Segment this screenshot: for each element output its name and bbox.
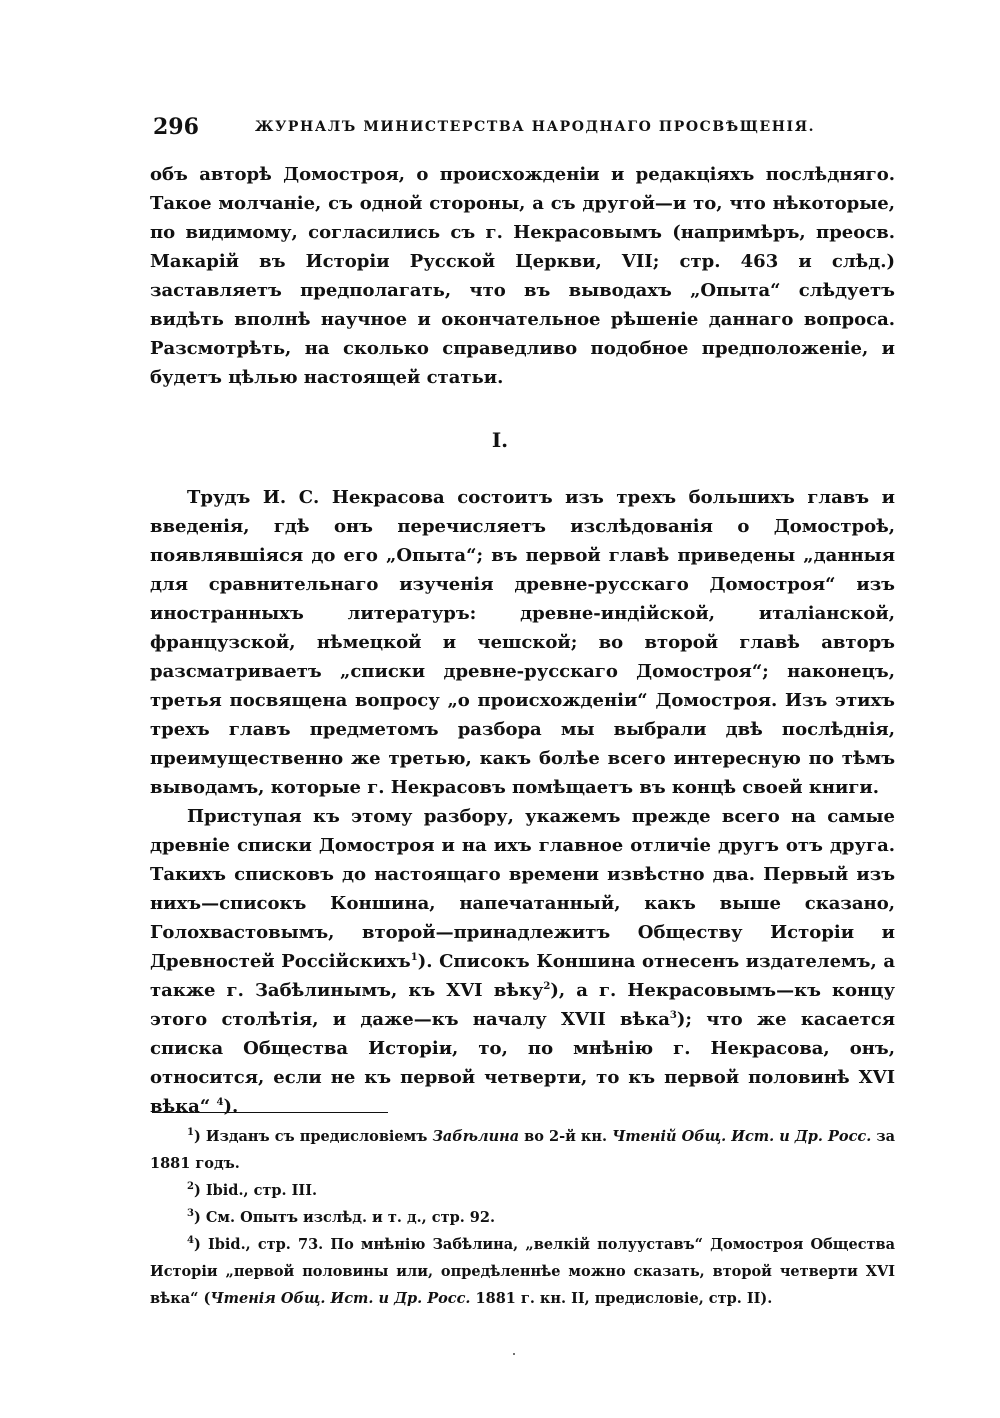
footnote-ref-2: 2 (543, 981, 551, 992)
footnotes (150, 1123, 895, 1312)
footnote-ref-3: 3 (669, 1010, 677, 1021)
footnote-4-text-a: ) Ibid., стр. 73. По мнѣнію Забѣлина, „велкій полууставъ“ Домостроя Общества Исторіи „первой половины или, опредѣленнѣе можно сказать, второй четверти XVI вѣка“ ( (150, 1236, 895, 1307)
footnote-1-text-c: за 1881 годъ. (150, 1128, 895, 1172)
paragraph-2-text-b: ). Списокъ Коншина отнесенъ издателемъ, а также г. Забѣлинымъ, къ XVI вѣку (150, 951, 895, 1001)
footnote-3 (150, 1204, 895, 1231)
footnote-1-italic-a: Забѣлина (432, 1128, 520, 1145)
footnote-2-marker: 2 (187, 1181, 194, 1193)
section-body (150, 483, 895, 1121)
footnote-3-marker: 3 (187, 1208, 194, 1220)
footnote-1-text-b: во 2-й кн. (519, 1128, 613, 1145)
page-header (150, 114, 900, 142)
footnote-4 (150, 1231, 895, 1312)
footnote-ref-4: 4 (216, 1097, 224, 1108)
intro-text (150, 160, 895, 392)
footnote-1-text-a: ) Изданъ съ предисловіемъ (193, 1128, 433, 1145)
footnote-2 (150, 1177, 895, 1204)
paragraph-2-text-c: ), а г. Некрасовымъ—къ концу этого столѣтія, и даже—къ началу XVII вѣка (150, 980, 895, 1030)
footnote-divider (152, 1112, 388, 1113)
paragraph-2-text-d: ); что же касается списка Общества Исторіи, то, по мнѣнію г. Некрасова, онъ, относится, если не къ первой четверти, то къ первой половинѣ XVI вѣка“ (150, 1009, 895, 1117)
paragraph-2-text-e: ). (223, 1096, 239, 1117)
print-speck (513, 1353, 515, 1355)
footnote-4-marker: 4 (187, 1235, 194, 1247)
paragraph-1: Трудъ И. С. Некрасова состоитъ изъ трехъ большихъ главъ и введенія, гдѣ онъ перечисляетъ изслѣдованія о Домостроѣ, появлявшіяся до его „Опыта“; въ первой главѣ приведены „данныя для сравнительнаго изученія древне-русскаго Домостроя“ изъ иностранныхъ литературъ: древне-индійской, италіанской, французской, нѣмецкой и чешской; во второй главѣ авторъ разсматриваетъ „списки древне-русскаго Домостроя“; наконецъ, третья посвящена вопросу „о происхожденіи“ Домостроя. Изъ этихъ трехъ главъ предметомъ разбора мы выбрали двѣ послѣднія, преимущественно же третью, какъ болѣе всего интересную по тѣмъ выводамъ, которые г. Некрасовъ помѣщаетъ въ концѣ своей книги. (150, 487, 895, 798)
footnote-ref-1: 1 (410, 952, 418, 963)
intro-paragraph: объ авторѣ Домостроя, о происхожденіи и редакціяхъ послѣдняго. Такое молчаніе, съ одной стороны, а съ другой—и то, что нѣкоторые, по видимому, согласились съ г. Некрасовымъ (напримѣръ, преосв. Макарій въ Исторіи Русской Церкви, VII; стр. 463 и слѣд.) заставляетъ предполагать, что въ выводахъ „Опыта“ слѣдуетъ видѣть вполнѣ научное и окончательное рѣшеніе даннаго вопроса. Разсмотрѣть, на сколько справедливо подобное предположеніе, и будетъ цѣлью настоящей статьи. (150, 164, 895, 388)
footnote-3-text: ) См. Опытъ изслѣд. и т. д., стр. 92. (193, 1209, 496, 1226)
footnote-1-italic-b: Чтеній Общ. Ист. и Др. Росс. (612, 1128, 872, 1145)
footnote-4-text-b: 1881 г. кн. II, предисловіе, стр. II). (470, 1290, 773, 1307)
section-heading: I. (491, 428, 509, 452)
footnote-1 (150, 1123, 895, 1177)
running-title: ЖУРНАЛЪ МИНИСТЕРСТВА НАРОДНАГО ПРОСВѢЩЕНІЯ. (255, 119, 816, 135)
footnote-4-italic-a: Чтенія Общ. Ист. и Др. Росс. (210, 1290, 471, 1307)
footnote-1-marker: 1 (187, 1127, 194, 1139)
paragraph-2 (150, 802, 895, 1121)
paragraph-2-text-a: Приступая къ этому разбору, укажемъ прежде всего на самые древніе списки Домостроя и на ихъ главное отличіе другъ отъ друга. Такихъ списковъ до настоящаго времени извѣстно два. Первый изъ нихъ—списокъ Коншина, напечатанный, какъ выше сказано, Голохвастовымъ, второй—принадлежитъ Обществу Исторіи и Древностей Россійскихъ (150, 806, 895, 972)
footnote-2-text: ) Ibid., стр. III. (193, 1182, 318, 1199)
page-number: 296 (153, 114, 199, 140)
